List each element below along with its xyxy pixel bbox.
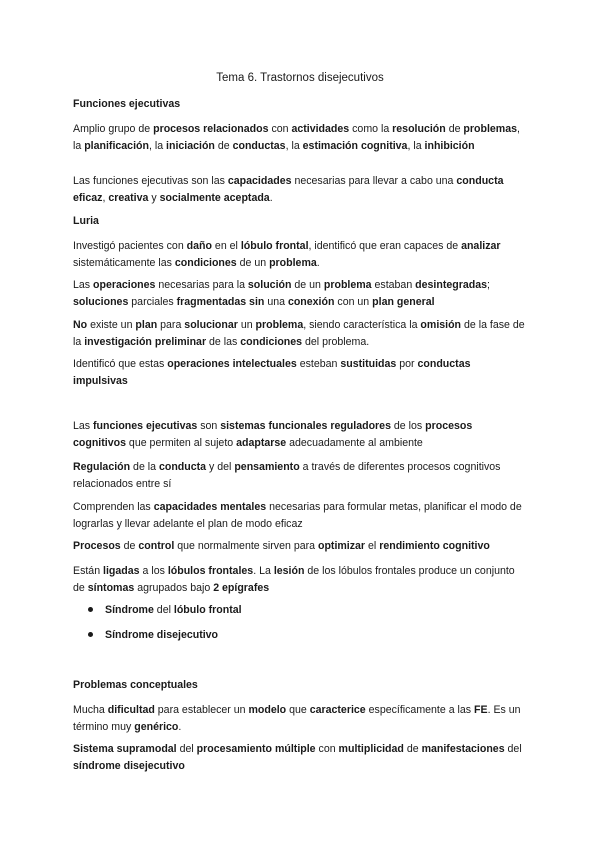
paragraph: Sistema supramodal del procesamiento múltiple con multiplicidad de manifestaciones del síndrome disejecutivo	[73, 743, 522, 772]
bullet-icon	[88, 632, 93, 637]
paragraph: Están ligadas a los lóbulos frontales. La lesión de los lóbulos frontales produce un conjunto de síntomas agrupados bajo 2 epígrafes	[73, 565, 515, 594]
list-item	[88, 602, 488, 619]
paragraph: Investigó pacientes con daño en el lóbulo frontal, identificó que eran capaces de analizar sistemáticamente las condiciones de un problema.	[73, 240, 501, 269]
document-title: Tema 6. Trastornos disejecutivos	[216, 72, 384, 84]
section-heading: Luria	[73, 215, 99, 227]
paragraph: Procesos de control que normalmente sirven para optimizar el rendimiento cognitivo	[73, 540, 490, 552]
paragraph: Mucha dificultad para establecer un modelo que caracterice específicamente a las FE. Es un término muy genérico.	[73, 704, 521, 733]
paragraph: Las operaciones necesarias para la solución de un problema estaban desintegradas; soluciones parciales fragmentadas sin una conexión con un plan general	[73, 279, 490, 308]
paragraph: Identificó que estas operaciones intelectuales esteban sustituidas por conductas impulsivas	[73, 358, 471, 387]
paragraph: Las funciones ejecutivas son las capacidades necesarias para llevar a cabo una conducta eficaz, creativa y socialmente aceptada.	[73, 175, 504, 204]
section-heading: Funciones ejecutivas	[73, 98, 181, 110]
list-item	[88, 627, 488, 644]
list-item-text: Síndrome disejecutivo	[105, 629, 219, 641]
section-heading: Problemas conceptuales	[73, 679, 198, 691]
paragraph: Las funciones ejecutivas son sistemas funcionales reguladores de los procesos cognitivos que permiten al sujeto adaptarse adecuadamente al ambiente	[73, 420, 473, 449]
paragraph: Comprenden las capacidades mentales necesarias para formular metas, planificar el modo de lograrlas y llevar adelante el plan de modo eficaz	[73, 501, 522, 530]
paragraph: No existe un plan para solucionar un problema, siendo característica la omisión de la fase de la investigación preliminar de las condiciones del problema.	[73, 319, 525, 348]
list-item-text: Síndrome del lóbulo frontal	[105, 604, 242, 616]
paragraph: Amplio grupo de procesos relacionados con actividades como la resolución de problemas, la planificación, la iniciación de conductas, la estimación cognitiva, la inhibición	[73, 123, 520, 152]
bullet-icon	[88, 607, 93, 612]
paragraph: Regulación de la conducta y del pensamiento a través de diferentes procesos cognitivos relacionados entre sí	[73, 461, 501, 490]
